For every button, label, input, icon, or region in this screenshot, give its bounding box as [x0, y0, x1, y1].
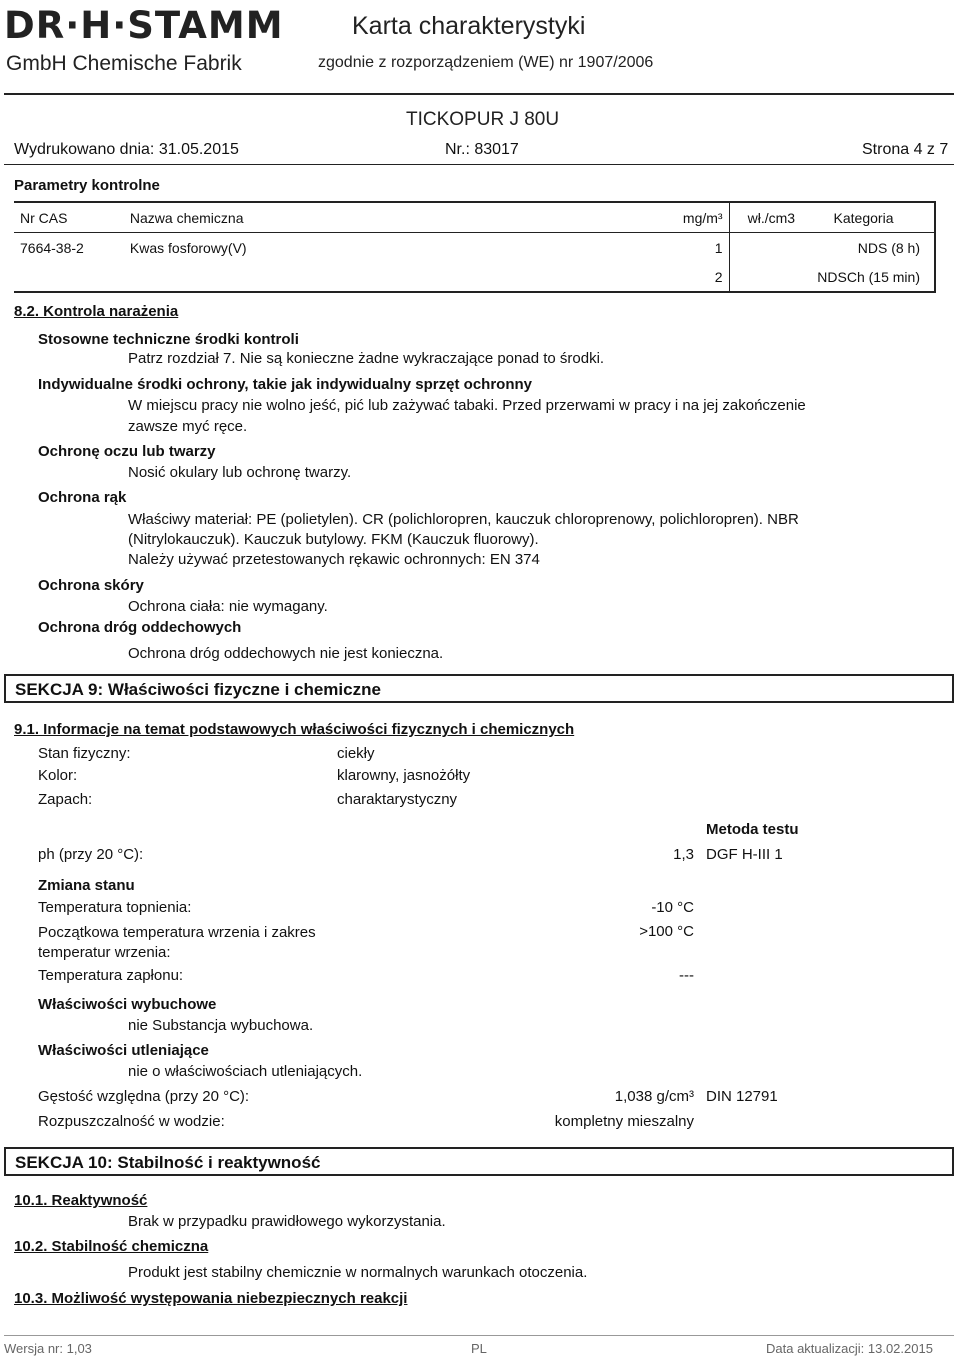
footer-update-date: Data aktualizacji: 13.02.2015	[766, 1341, 933, 1356]
skin-protection-heading: Ochrona skóry	[38, 577, 144, 594]
odor-value: charaktarystyczny	[337, 791, 458, 808]
tech-controls-text: Patrz rozdział 7. Nie są konieczne żadne wykraczające ponad to środki.	[128, 350, 605, 367]
explosive-text: nie Substancja wybuchowa.	[128, 1017, 314, 1034]
personal-protection-text-2: zawsze myć ręce.	[128, 418, 248, 435]
skin-protection-text: Ochrona ciała: nie wymagany.	[128, 598, 328, 615]
cell-name: Kwas fosforowy(V)	[129, 239, 247, 256]
odor-label: Zapach:	[38, 791, 93, 808]
physical-state-value: ciekły	[337, 745, 375, 762]
color-label: Kolor:	[38, 767, 78, 784]
footer-language: PL	[471, 1341, 487, 1356]
product-name: TICKOPUR J 80U	[406, 109, 560, 130]
document-title: Karta charakterystyki	[352, 12, 586, 40]
footer-version: Wersja nr: 1,03	[4, 1341, 92, 1356]
state-change-heading: Zmiana stanu	[38, 877, 135, 894]
hand-protection-text-2: (Nitrylokauczuk). Kauczuk butylowy. FKM (Kauczuk fluorowy).	[128, 531, 539, 548]
boiling-point-value: >100 °C	[639, 923, 694, 940]
melting-point-label: Temperatura topnienia:	[38, 899, 192, 916]
document-subtitle: zgodnie z rozporządzeniem (WE) nr 1907/2006	[318, 54, 654, 71]
color-value: klarowny, jasnożółty	[337, 767, 471, 784]
cell-mg: 1	[676, 233, 729, 263]
document-number: Nr.: 83017	[445, 141, 519, 158]
solubility-value: kompletny mieszalny	[554, 1113, 694, 1130]
hand-protection-text-1: Właściwy materiał: PE (polietylen). CR (polichloropren, kauczuk chloroprenowy, polichloropren). NBR	[128, 511, 799, 528]
chemical-stability-heading: 10.2. Stabilność chemiczna	[14, 1238, 209, 1255]
eye-protection-text: Nosić okulary lub ochronę twarzy.	[128, 464, 352, 481]
oxidizing-heading: Właściwości utleniające	[38, 1042, 209, 1059]
personal-protection-text-1: W miejscu pracy nie wolno jeść, pić lub zażywać tabaki. Przed przerwami w pracy i na jej zakończenie	[128, 397, 806, 414]
boiling-point-label-2: temperatur wrzenia:	[38, 944, 171, 961]
control-params-heading: Parametry kontrolne	[14, 177, 160, 194]
chemical-stability-text: Produkt jest stabilny chemicznie w normalnych warunkach otoczenia.	[128, 1264, 588, 1281]
col-header-mg: mg/m³	[676, 202, 729, 233]
personal-protection-heading: Indywidualne środki ochrony, takie jak indywidualny sprzęt ochronny	[38, 376, 532, 393]
section-9-1-heading: 9.1. Informacje na temat podstawowych właściwości fizycznych i chemicznych	[14, 721, 575, 738]
section-10-title: SEKCJA 10: Stabilność i reaktywność	[4, 1147, 954, 1176]
density-method: DIN 12791	[706, 1088, 778, 1105]
cell-wl	[729, 233, 801, 263]
oxidizing-text: nie o właściwościach utleniających.	[128, 1063, 363, 1080]
ph-value: 1,3	[673, 846, 694, 863]
col-header-cas: Nr CAS	[14, 202, 124, 233]
table-row	[14, 262, 935, 292]
cell-cas	[14, 262, 124, 292]
hand-protection-heading: Ochrona rąk	[38, 489, 127, 506]
ph-label: ph (przy 20 °C):	[38, 846, 144, 863]
physical-state-label: Stan fizyczny:	[38, 745, 131, 762]
hazardous-reactions-heading: 10.3. Możliwość występowania niebezpiecznych reakcji	[14, 1290, 408, 1307]
hand-protection-text-3: Należy używać przetestowanych rękawic ochronnych: EN 374	[128, 551, 540, 568]
page-number: Strona 4 z 7	[862, 141, 949, 158]
cell-cas: 7664-38-2	[20, 239, 84, 256]
flash-point-value: ---	[679, 967, 694, 984]
control-params-table	[14, 201, 936, 293]
flash-point-label: Temperatura zapłonu:	[38, 967, 184, 984]
tech-controls-heading: Stosowne techniczne środki kontroli	[38, 331, 299, 348]
cell-name	[124, 262, 676, 292]
col-header-wl: wł./cm3	[729, 202, 801, 233]
table-header-row	[14, 202, 935, 233]
cell-category: NDSCh (15 min)	[801, 262, 935, 292]
eye-protection-heading: Ochronę oczu lub twarzy	[38, 443, 216, 460]
col-header-category: Kategoria	[801, 202, 935, 233]
ph-method: DGF H-III 1	[706, 846, 783, 863]
company-logo: DR·H·STAMM	[4, 4, 284, 47]
footer-divider	[4, 1335, 954, 1336]
col-header-name: Nazwa chemiczna	[124, 202, 676, 233]
cell-wl	[729, 262, 801, 292]
cell-category: NDS (8 h)	[801, 233, 935, 263]
section-9-title: SEKCJA 9: Właściwości fizyczne i chemiczne	[4, 674, 954, 703]
reactivity-text: Brak w przypadku prawidłowego wykorzystania.	[128, 1213, 446, 1230]
cell-mg: 2	[676, 262, 729, 292]
solubility-label: Rozpuszczalność w wodzie:	[38, 1113, 225, 1130]
section-8-2-heading: 8.2. Kontrola narażenia	[14, 303, 179, 320]
boiling-point-label-1: Początkowa temperatura wrzenia i zakres	[38, 924, 316, 941]
respiratory-protection-heading: Ochrona dróg oddechowych	[38, 619, 242, 636]
density-label: Gęstość względna (przy 20 °C):	[38, 1088, 250, 1105]
test-method-heading: Metoda testu	[706, 821, 799, 838]
header-divider	[4, 93, 954, 95]
melting-point-value: -10 °C	[651, 899, 694, 916]
reactivity-heading: 10.1. Reaktywność	[14, 1192, 148, 1209]
table-row	[14, 233, 935, 263]
respiratory-protection-text: Ochrona dróg oddechowych nie jest konieczna.	[128, 645, 444, 662]
header-divider-2	[4, 164, 954, 165]
company-logo-subtitle: GmbH Chemische Fabrik	[6, 52, 242, 75]
print-date: Wydrukowano dnia: 31.05.2015	[14, 141, 239, 158]
density-value: 1,038 g/cm³	[614, 1088, 694, 1105]
explosive-heading: Właściwości wybuchowe	[38, 996, 217, 1013]
